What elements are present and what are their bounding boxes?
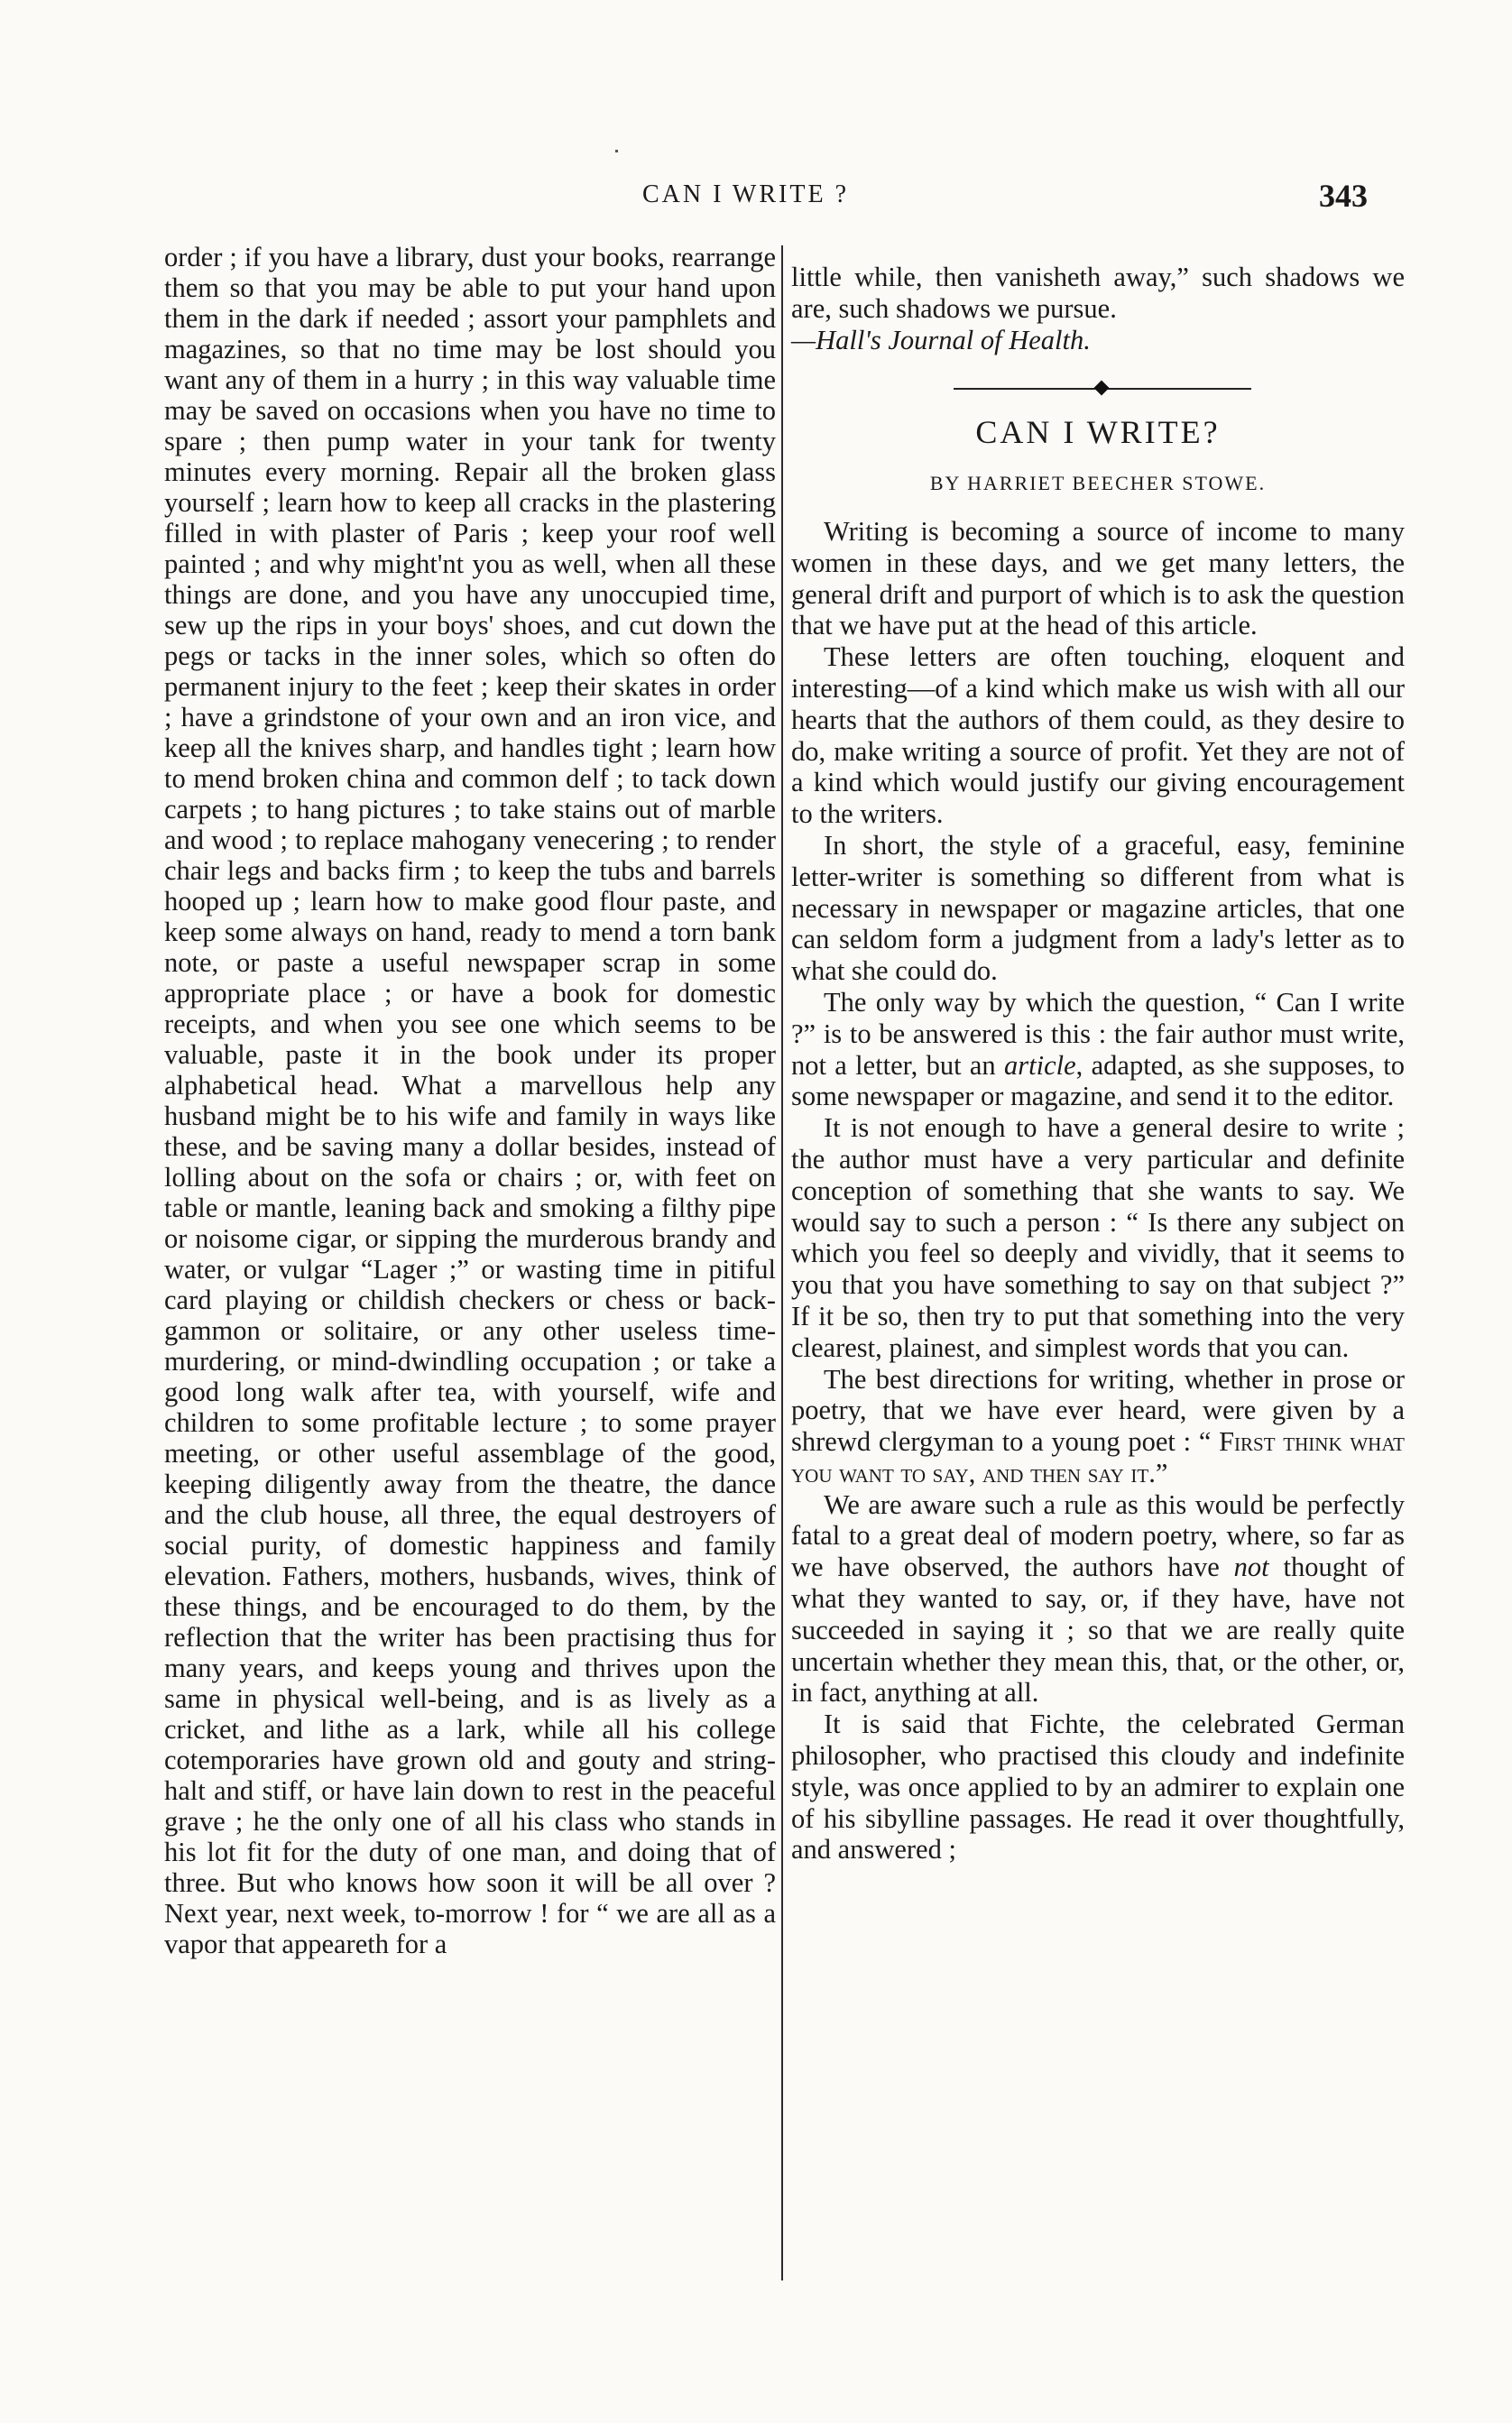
stray-mark (615, 150, 618, 152)
continuation-text: little while, then vanisheth away,” such shadows we are, such shadows we pursue. (791, 262, 1405, 324)
page-header (0, 180, 1512, 217)
body-paragraph: We are aware such a rule as this would be perfectly fatal to a great deal of modern poetry, where, so far as we have observed, the authors have not thought of what they wanted to say, or, if they have, have not succeeded in saying it ; so that we are really quite uncertain whether they mean this, that, or the other, or, in fact, anything at all. (791, 1488, 1405, 1709)
left-column (164, 242, 776, 1959)
left-paragraph: order ; if you have a library, dust your books, rearrange them so that you may be able to put your hand upon them in the dark if needed ; assort your pamphlets and magazines, so that no time may be lost should you want any of them in a hurry ; in this way valuable time may be saved on occasions when you have no time to spare ; then pump water in your tank for twenty minutes every morning. Repair all the broken glass yourself ; learn how to keep all cracks in the plastering filled in with plaster of Paris ; keep your roof well painted ; and why might'nt you as well, when all these things are done, and you have any unoccupied time, sew up the rips in your boys' shoes, and cut down the pegs or tacks in the inner soles, which so often do permanent injury to the feet ; keep their skates in order ; have a grindstone of your own and an iron vice, and keep all the knives sharp, and handles tight ; learn how to mend broken china and common delf ; to tack down carpets ; to hang pictures ; to take stains out of marble and wood ; to replace mahogany venecering ; to render chair legs and backs firm ; to keep the tubs and barrels hooped up ; learn how to make good flour paste, and keep some always on hand, ready to mend a torn bank note, or paste a useful newspaper scrap in some appropriate place ; or have a book for domestic receipts, and when you see one which seems to be valuable, paste it in the book under its proper alphabetical head. What a marvellous help any husband might be to his wife and family in ways like these, and be saving many a dollar besides, instead of lolling about on the sofa or chairs ; or, with feet on table or mantle, leaning back and smoking a filthy pipe or noisome cigar, or sipping the murderous brandy and water, or vulgar “Lager ;” or wasting time in pitiful card playing or childish checkers or chess or back-gammon or solitaire, or any other useless time-murdering, or mind-dwindling occupation ; or take a good long walk after tea, with yourself, wife and children to some profitable lecture ; to some prayer meeting, or other useful assemblage of the good, keeping diligently away from the theatre, the dance and the club house, all three, the equal destroyers of social purity, of domestic happiness and family elevation. Fathers, mothers, husbands, wives, think of these things, and be encouraged to do them, by the reflection that the writer has been practising thus for many years, and keeps young and thrives upon the same in physical well-being, and is as lively as a cricket, and lithe as a lark, while all his college cotemporaries have grown old and gouty and string-halt and stiff, or have lain down to rest in the peaceful grave ; he the only one of all his class who stands in his lot fit for the duty of one man, and doing that of three. But who knows how soon it will be all over ? Next year, next week, to-morrow ! for “ we are all as a vapor that appeareth for a (164, 242, 776, 1959)
body-paragraph: It is said that Fichte, the celebrated German philosopher, who practised this cloudy and indefinite style, was once applied to by an admirer to explain one of his sibylline passages. He read it over thoughtfully, and answered ; (791, 1709, 1405, 1866)
diamond-ornament-icon (1094, 381, 1110, 396)
quoted-maxim: First think what you want to say, and then say it. (791, 1426, 1405, 1488)
body-paragraph: These letters are often touching, eloquent and interesting—of a kind which make us wish with all our hearts that the authors of them could, as they desire to do, make writing a source of profit. Yet they are not of a kind which would justify our giving encouragement to the writers. (791, 641, 1405, 830)
body-paragraph: The best directions for writing, whether in prose or poetry, that we have ever heard, were given by a shrewd clergyman to a young poet : “ First think what you want to say, and then say it.” (791, 1363, 1405, 1488)
body-paragraph: Writing is becoming a source of income to many women in these days, and we get many letters, the general drift and purport of which is to ask the question that we have put at the head of this article. (791, 515, 1405, 641)
column-divider (781, 245, 783, 2280)
body-paragraph: In short, the style of a graceful, easy, feminine letter-writer is something so different from what is necessary in newspaper or magazine articles, that one can seldom form a judgment from a lady's letter as to what she could do. (791, 829, 1405, 987)
article-title: CAN I WRITE? (975, 414, 1221, 451)
right-column (791, 262, 1405, 1866)
body-paragraph: The only way by which the question, “ Can I write ?” is to be answered is this : the fair author must write, not a letter, but an article, adapted, as she supposes, to some newspaper or magazine, and send it to the editor. (791, 986, 1405, 1112)
emphasis: article (1004, 1049, 1076, 1081)
section-ornament (791, 377, 1405, 401)
body-paragraph: It is not enough to have a general desire to write ; the author must have a very particular and definite conception of something that she wants to say. We would say to such a person : “ Is there any subject on which you feel so deeply and vividly, that it seems to you that you have something to say on that subject ?” If it be so, then try to put that something into the very clearest, plainest, and simplest words that you can. (791, 1112, 1405, 1363)
running-head: CAN I WRITE ? (642, 180, 849, 208)
source-citation: —Hall's Journal of Health. (791, 324, 1091, 355)
emphasis: not (1233, 1552, 1269, 1583)
page-number: 343 (1319, 178, 1368, 214)
byline: BY HARRIET BEECHER STOWE. (929, 472, 1267, 495)
